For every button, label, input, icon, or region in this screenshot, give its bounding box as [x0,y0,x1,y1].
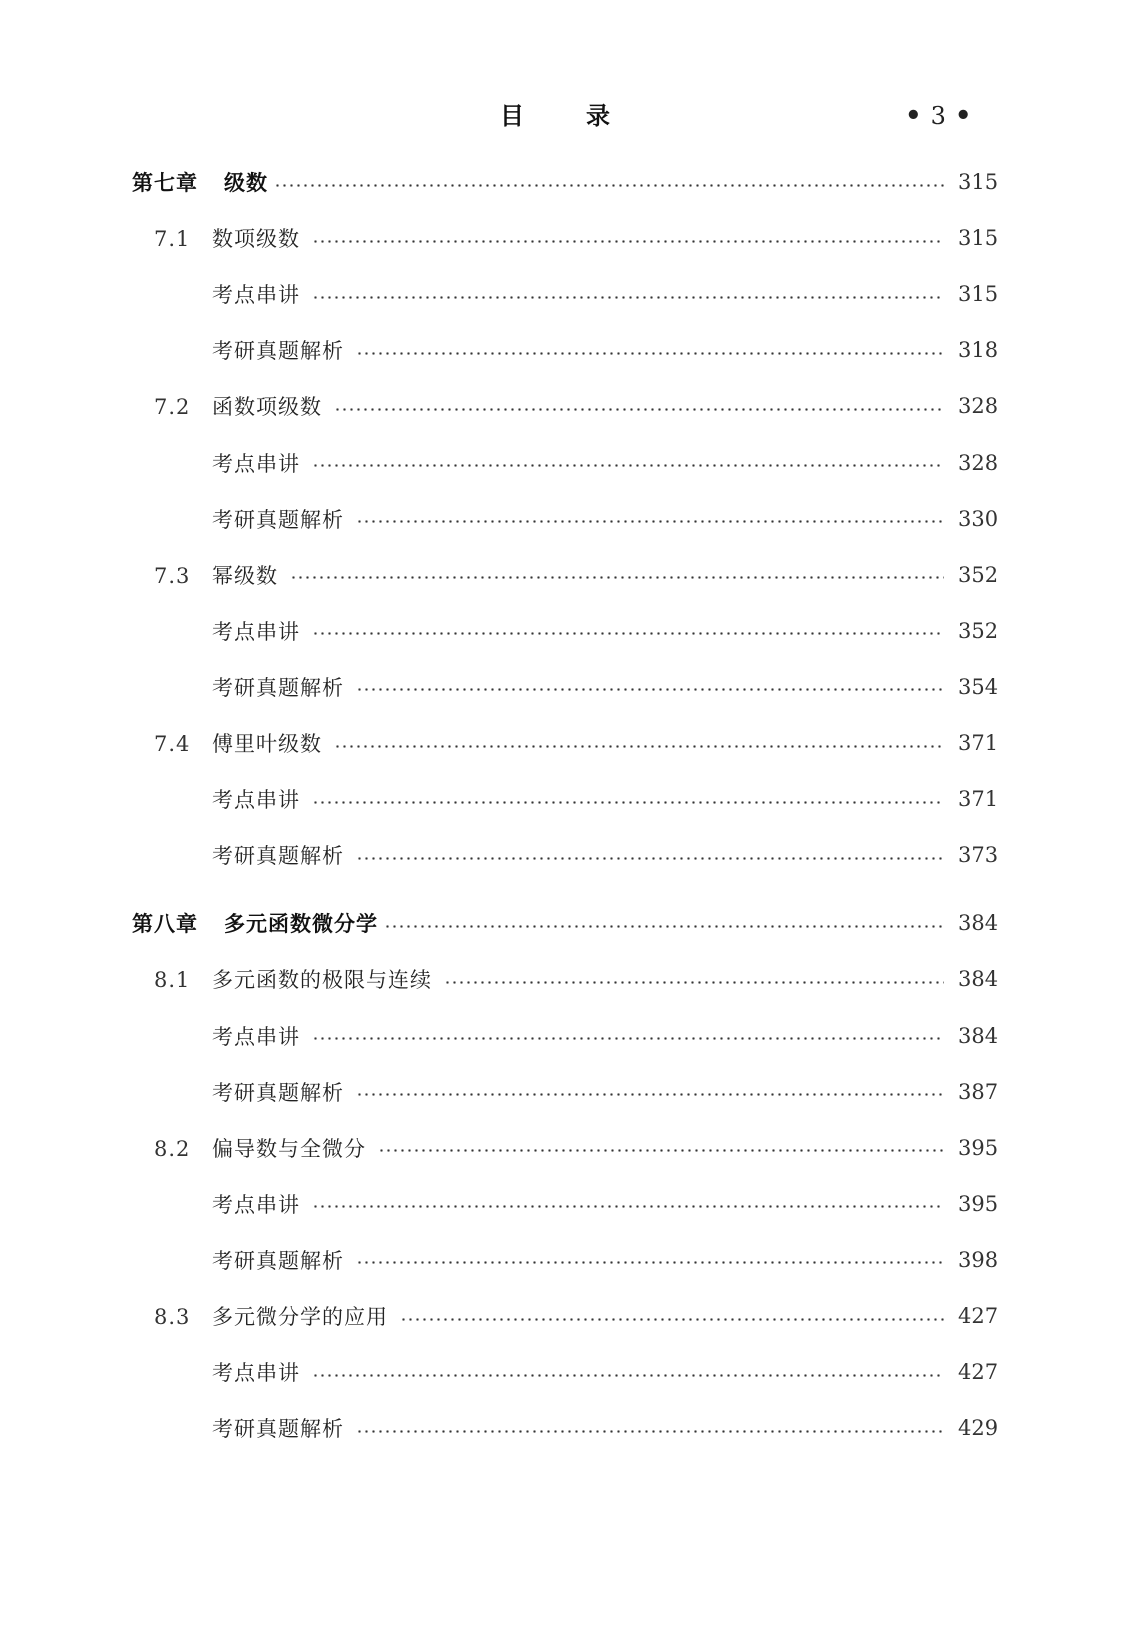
toc-entry-label [212,616,300,646]
toc-entry-title: 级数 [224,171,268,195]
toc-section-row [0,723,1141,763]
toc-subsection-row [0,835,1141,875]
dot-leader [274,184,944,187]
toc-entry-title: 数项级数 [212,227,300,252]
toc-subsection-row [0,1016,1141,1056]
page-number-dot-left: • [905,101,922,131]
toc-entry-page: 315 [958,170,999,194]
toc-entry-title: 傅里叶级数 [212,732,322,756]
dot-leader [312,1374,944,1377]
toc-entry-page: 427 [958,1360,999,1385]
toc-entry-page: 328 [958,394,999,419]
dot-leader [356,1261,944,1264]
toc-entry-page: 429 [958,1416,999,1441]
toc-section-row [0,555,1141,595]
toc-subsection-row [0,330,1141,370]
dot-leader [356,688,944,691]
toc-entry-page: 371 [958,731,999,755]
dot-leader [334,745,944,748]
dot-leader [444,981,944,984]
toc-entry-title: 幂级数 [212,563,278,588]
toc-entry-number: 7.1 [154,227,191,252]
dot-leader [334,408,944,411]
toc-entry-number: 8.2 [154,1136,191,1161]
toc-entry-page: 384 [958,967,999,992]
toc-entry-number: 7.3 [154,563,191,588]
toc-entry-label [154,391,322,421]
toc-entry-number: 第七章 [132,171,198,195]
toc-entry-label [212,504,344,534]
toc-entry-title: 考点串讲 [212,283,300,308]
toc-entry-title: 考点串讲 [212,1361,300,1386]
toc-entry-page: 373 [958,843,999,868]
toc-entry-label [132,908,378,938]
page-number-value: 3 [930,102,946,130]
toc-entry-label [212,1021,300,1051]
toc-entry-title: 考研真题解析 [212,339,344,364]
toc-entry-page: 395 [958,1135,999,1160]
page-title: 目录 [500,102,672,130]
toc-entry-title: 考研真题解析 [212,844,344,869]
toc-subsection-row [0,779,1141,819]
toc-entry-label [212,784,300,814]
toc-entry-label [212,1189,300,1219]
toc-entry-title: 考点串讲 [212,619,300,644]
toc-entry-page: 352 [958,618,999,643]
dot-leader [312,1037,944,1040]
toc-entry-label [212,279,300,309]
toc-section-row [0,218,1141,258]
toc-entry-number: 7.2 [154,395,191,420]
toc-entry-number: 8.3 [154,1305,191,1329]
toc-subsection-row [0,667,1141,707]
toc-entry-page: 352 [958,562,999,587]
toc-entry-page: 318 [958,338,999,363]
dot-leader [400,1318,944,1321]
toc-subsection-row [0,1240,1141,1280]
toc-entry-title: 多元函数微分学 [224,912,378,937]
dot-leader [356,520,944,523]
toc-subsection-row [0,499,1141,539]
toc-entry-label [154,964,432,994]
toc-entry-page: 427 [958,1304,999,1328]
toc-entry-label [132,167,268,197]
toc-section-row [0,1128,1141,1168]
toc-entry-page: 384 [958,911,999,936]
toc-entry-page: 328 [958,450,999,475]
toc-entry-title: 考研真题解析 [212,1080,344,1105]
toc-entry-title: 考点串讲 [212,1024,300,1049]
toc-entry-page: 384 [958,1023,999,1048]
dot-leader [290,576,944,579]
toc-entry-title: 考研真题解析 [212,1248,344,1273]
toc-subsection-row [0,1072,1141,1112]
toc-entry-title: 考点串讲 [212,788,300,813]
dot-leader [312,464,944,467]
dot-leader [312,240,944,243]
toc-chapter-row [0,162,1141,202]
dot-leader [312,801,944,804]
toc-subsection-row [0,274,1141,314]
toc-entry-page: 330 [958,506,999,531]
dot-leader [378,1149,944,1152]
toc-entry-label [154,1301,388,1331]
toc-entry-label [212,1413,344,1443]
toc-entry-title: 多元函数的极限与连续 [212,968,432,993]
toc-entry-label [212,672,344,702]
toc-entry-title: 考点串讲 [212,1192,300,1217]
toc-entry-page: 387 [958,1079,999,1104]
toc-entry-label [212,1245,344,1275]
page-header [0,96,1141,136]
page-number-dot-right: • [954,101,972,131]
toc-entry-page: 315 [958,282,999,307]
dot-leader [356,1430,944,1433]
toc-entry-title: 多元微分学的应用 [212,1305,388,1329]
toc-subsection-row [0,1352,1141,1392]
toc-entry-number: 7.4 [154,732,191,756]
toc-entry-label [212,335,344,365]
toc-entry-label [212,1077,344,1107]
toc-section-row [0,386,1141,426]
toc-entry-page: 398 [958,1247,999,1272]
toc-entry-title: 考研真题解析 [212,675,344,700]
toc-entry-number: 8.1 [154,968,191,993]
dot-leader [356,857,944,860]
toc-entry-title: 偏导数与全微分 [212,1136,366,1161]
toc-entry-page: 371 [958,787,999,812]
toc-entry-title: 考点串讲 [212,451,300,476]
dot-leader [312,632,944,635]
toc-entry-title: 考研真题解析 [212,507,344,532]
toc-entry-page: 315 [958,226,999,251]
toc-entry-page: 354 [958,674,999,699]
dot-leader [356,352,944,355]
toc-entry-title: 函数项级数 [212,395,322,420]
toc-section-row [0,959,1141,999]
toc-entry-label [212,840,344,870]
dot-leader [384,925,944,928]
toc-subsection-row [0,1184,1141,1224]
dot-leader [356,1093,944,1096]
toc-entry-label [154,1133,366,1163]
toc-entry-label [212,1357,300,1387]
toc-entry-number: 第八章 [132,912,198,937]
toc-subsection-row [0,1408,1141,1448]
toc-entry-page: 395 [958,1191,999,1216]
toc-entry-label [154,223,300,253]
dot-leader [312,1205,944,1208]
toc-section-row [0,1296,1141,1336]
toc-entry-label [212,448,300,478]
toc-subsection-row [0,611,1141,651]
dot-leader [312,296,944,299]
toc-chapter-row [0,903,1141,943]
page-number [896,96,981,136]
toc-entry-label [154,560,278,590]
toc-entry-label [154,728,322,758]
toc-entry-title: 考研真题解析 [212,1417,344,1442]
toc-subsection-row [0,443,1141,483]
